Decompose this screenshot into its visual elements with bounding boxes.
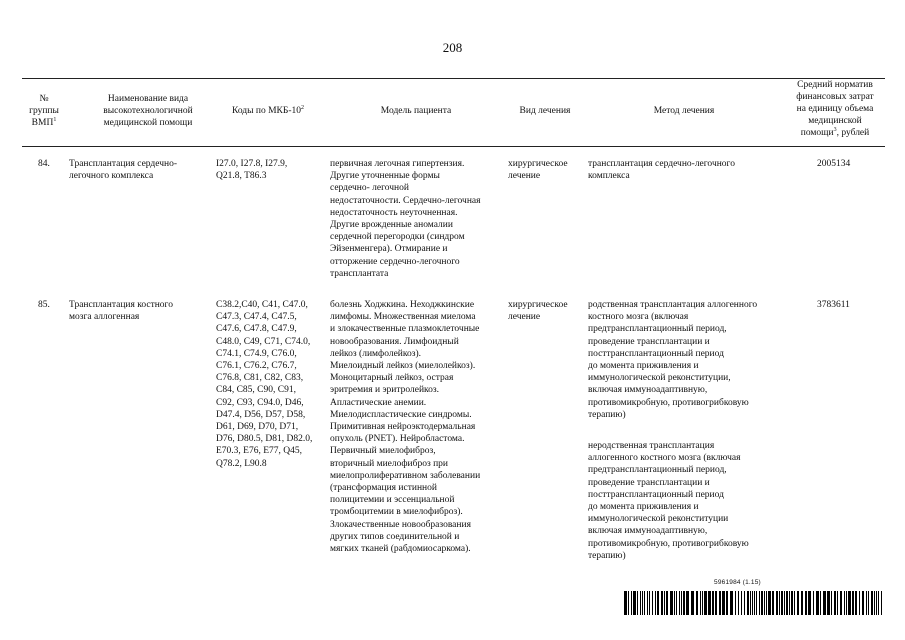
barcode-bar xyxy=(766,591,767,615)
barcode-bar xyxy=(761,591,763,615)
row-85-care-type: Трансплантация костного мозга аллогенная xyxy=(69,300,173,323)
row-84-number: 84. xyxy=(38,159,50,169)
barcode-bar xyxy=(772,591,774,615)
barcode-bar xyxy=(722,591,725,615)
barcode-bar xyxy=(691,591,694,615)
barcode-bar xyxy=(642,591,643,615)
barcode-bar xyxy=(674,591,675,615)
row-85-number: 85. xyxy=(38,300,50,310)
barcode-bar xyxy=(808,591,811,615)
header-treatment-method: Метод лечения xyxy=(653,106,715,116)
barcode-bar xyxy=(876,591,877,615)
barcode-bar xyxy=(741,591,742,615)
barcode-bar xyxy=(679,591,680,615)
header-icd-codes: Коды по МКБ-$10^2$ xyxy=(231,104,305,116)
row-84-treatment-method: трансплантация сердечно-легочного комплекса xyxy=(588,159,735,182)
barcode-bar xyxy=(628,591,629,615)
barcode-bar xyxy=(881,591,882,615)
barcode-bar xyxy=(754,591,755,615)
table-header-rule xyxy=(22,146,885,147)
header-group-number: № группы ВМП$^1$ xyxy=(29,94,59,128)
barcode-bar xyxy=(735,591,736,615)
row-85-treatment-method-unrelated: неродственная трансплантация аллогенного костного мозга (включая предтрансплантационный период, проведение трансплантации и посттрансплантационный период до момента приживления и иммунологической реконституции включая иммуноадаптивную, противомикробную, противогрибковую терапию) xyxy=(588,441,749,561)
barcode-bar xyxy=(794,591,795,615)
barcode-bar xyxy=(652,591,653,615)
barcode-bar xyxy=(640,591,641,615)
barcode-bar xyxy=(738,591,739,615)
barcode-bar xyxy=(816,591,819,615)
barcode-bar xyxy=(791,591,793,615)
barcode-bar xyxy=(747,591,749,615)
barcode-bar xyxy=(868,591,869,615)
barcode-bar xyxy=(834,591,836,615)
row-84-care-type: Трансплантация сердечно- легочного комплекса xyxy=(69,159,177,182)
barcode-bar xyxy=(805,591,807,615)
barcode-bar xyxy=(624,591,627,615)
barcode-bar xyxy=(676,591,677,615)
barcode-bar xyxy=(776,591,778,615)
barcode-bar xyxy=(848,591,851,615)
header-treatment-type: Вид лечения xyxy=(519,106,571,116)
barcode-bar xyxy=(631,591,632,615)
barcode-bar xyxy=(801,591,803,615)
barcode-bar xyxy=(715,591,717,615)
table-top-rule xyxy=(22,78,885,79)
barcode-bar xyxy=(874,591,875,615)
barcode-bar xyxy=(637,591,638,615)
header-average-cost: Средний норматив финансовых затрат на единицу объема медицинской помощи$^3$, рублей xyxy=(796,80,874,138)
barcode-bar xyxy=(831,591,832,615)
barcode-bar xyxy=(859,591,860,615)
barcode-bar xyxy=(647,591,648,615)
header-patient-model: Модель пациента xyxy=(380,106,452,116)
barcode-bar xyxy=(823,591,826,615)
barcode-bar xyxy=(661,591,663,615)
barcode-bar xyxy=(779,591,780,615)
barcode-bar xyxy=(704,591,707,615)
barcode-bar xyxy=(866,591,867,615)
row-84-average-cost: 2005134 xyxy=(817,159,851,169)
barcode-label: 5961984 (1.15) xyxy=(714,579,761,586)
barcode-bar xyxy=(666,591,668,615)
row-84-treatment-type: хирургическое лечение xyxy=(508,159,568,182)
row-85-average-cost: 3783611 xyxy=(817,300,850,310)
barcode-bar xyxy=(752,591,753,615)
barcode-bar xyxy=(708,591,711,615)
barcode-bar xyxy=(813,591,814,615)
barcode-bar xyxy=(644,591,645,615)
barcode-bar xyxy=(670,591,673,615)
barcode-bar xyxy=(871,591,873,615)
barcode-bar xyxy=(686,591,689,615)
barcode-bar xyxy=(683,591,685,615)
barcode-bar xyxy=(633,591,636,615)
barcode-bar xyxy=(756,591,757,615)
barcode-bar xyxy=(750,591,751,615)
barcode-bar xyxy=(719,591,721,615)
barcode-bar xyxy=(855,591,857,615)
barcode-bar xyxy=(827,591,830,615)
barcode-bar xyxy=(862,591,864,615)
row-85-treatment-type: хирургическое лечение xyxy=(508,300,568,323)
barcode-bar xyxy=(730,591,733,615)
barcode-bar xyxy=(789,591,790,615)
barcode-bar xyxy=(797,591,799,615)
barcode-bar xyxy=(696,591,698,615)
barcode-bar xyxy=(759,591,760,615)
barcode-bar xyxy=(657,591,659,615)
barcode-bar xyxy=(700,591,701,615)
barcode-bar xyxy=(784,591,785,615)
barcode-bar xyxy=(844,591,845,615)
barcode-bar xyxy=(768,591,771,615)
row-85-patient-model: болезнь Ходжкина. Неходжкинские лимфомы. Множественная миелома и злокачественные плазмоклеточные новообразования. Лимфоидный лейкоз (лимфолейкоз). Миелоидный лейкоз (миелолейкоз). Моноцитарный лейкоз, острая эритремия и эритролейкоз. Апластические анемии. Миелодиспластические синдромы. Примитивная нейроэктодермальная опухоль (PNET). Нейробластома. Первичный миелофиброз, вторичный миелофиброз при миелопролиферативном заболевании (трансформация истинной полицитемии и эссенциальной тромбоцитемии в миелофиброз). Злокачественные новообразования других типов соединительной и мягких тканей (рабдомиосаркома). xyxy=(330,300,481,555)
barcode-bar xyxy=(764,591,765,615)
barcode-bar xyxy=(649,591,650,615)
barcode-bar xyxy=(744,591,745,615)
barcode-bar xyxy=(702,591,703,615)
barcode-bar xyxy=(712,591,714,615)
barcode-bar xyxy=(837,591,838,615)
row-84-icd-codes: I27.0, I27.8, I27.9, Q21.8, T86.3 xyxy=(216,159,288,182)
barcode-bar xyxy=(726,591,728,615)
row-85-treatment-method-related: родственная трансплантация аллогенного костного мозга (включая предтрансплантационный период, проведение трансплантации и посттрансплантационный период до момента приживления и иммунологической реконституции, включая иммуноадаптивную, противомикробную, противогрибковую терапию) xyxy=(588,300,758,420)
barcode-bar xyxy=(878,591,879,615)
row-85-icd-codes: C38.2,C40, C41, C47.0, C47.3, C47.4, C47.5, C47.6, C47.8, C47.9, C48.0, C49, C71, C74.0, C74.1, C74.9, C76.0, C76.1, C76.2, C76.7, C76.8, C81, C82, C83, C84, C85, C90, C91, C92, C93, C94.0, D46, D47.4, D56, D57, D58, D61, D69, D70, D71, D76, D80.5, D81, D82.0, E70.3, E76, E77, Q45, Q78.2, L90.8 xyxy=(216,300,313,469)
page-number: 208 xyxy=(442,40,463,55)
barcode-bar xyxy=(852,591,854,615)
row-84-patient-model: первичная легочная гипертензия. Другие уточненные формы сердечно- легочной недостаточности. Сердечно-легочная недостаточность неуточненная. Другие врожденные аномалии сердечной перегородки (синдром Эйзенменгера). Отмирание и отторжение сердечно-легочного трансплантата xyxy=(330,159,481,279)
header-care-type: Наименование вида высокотехнологичной медицинской помощи xyxy=(103,94,193,128)
barcode-bar xyxy=(786,591,788,615)
barcode-bar xyxy=(664,591,665,615)
barcode-image xyxy=(624,591,886,615)
barcode-bar xyxy=(655,591,656,615)
barcode-bar xyxy=(820,591,821,615)
barcode-bar xyxy=(681,591,682,615)
barcode-bar xyxy=(846,591,847,615)
barcode-bar xyxy=(840,591,842,615)
barcode-bar xyxy=(781,591,783,615)
